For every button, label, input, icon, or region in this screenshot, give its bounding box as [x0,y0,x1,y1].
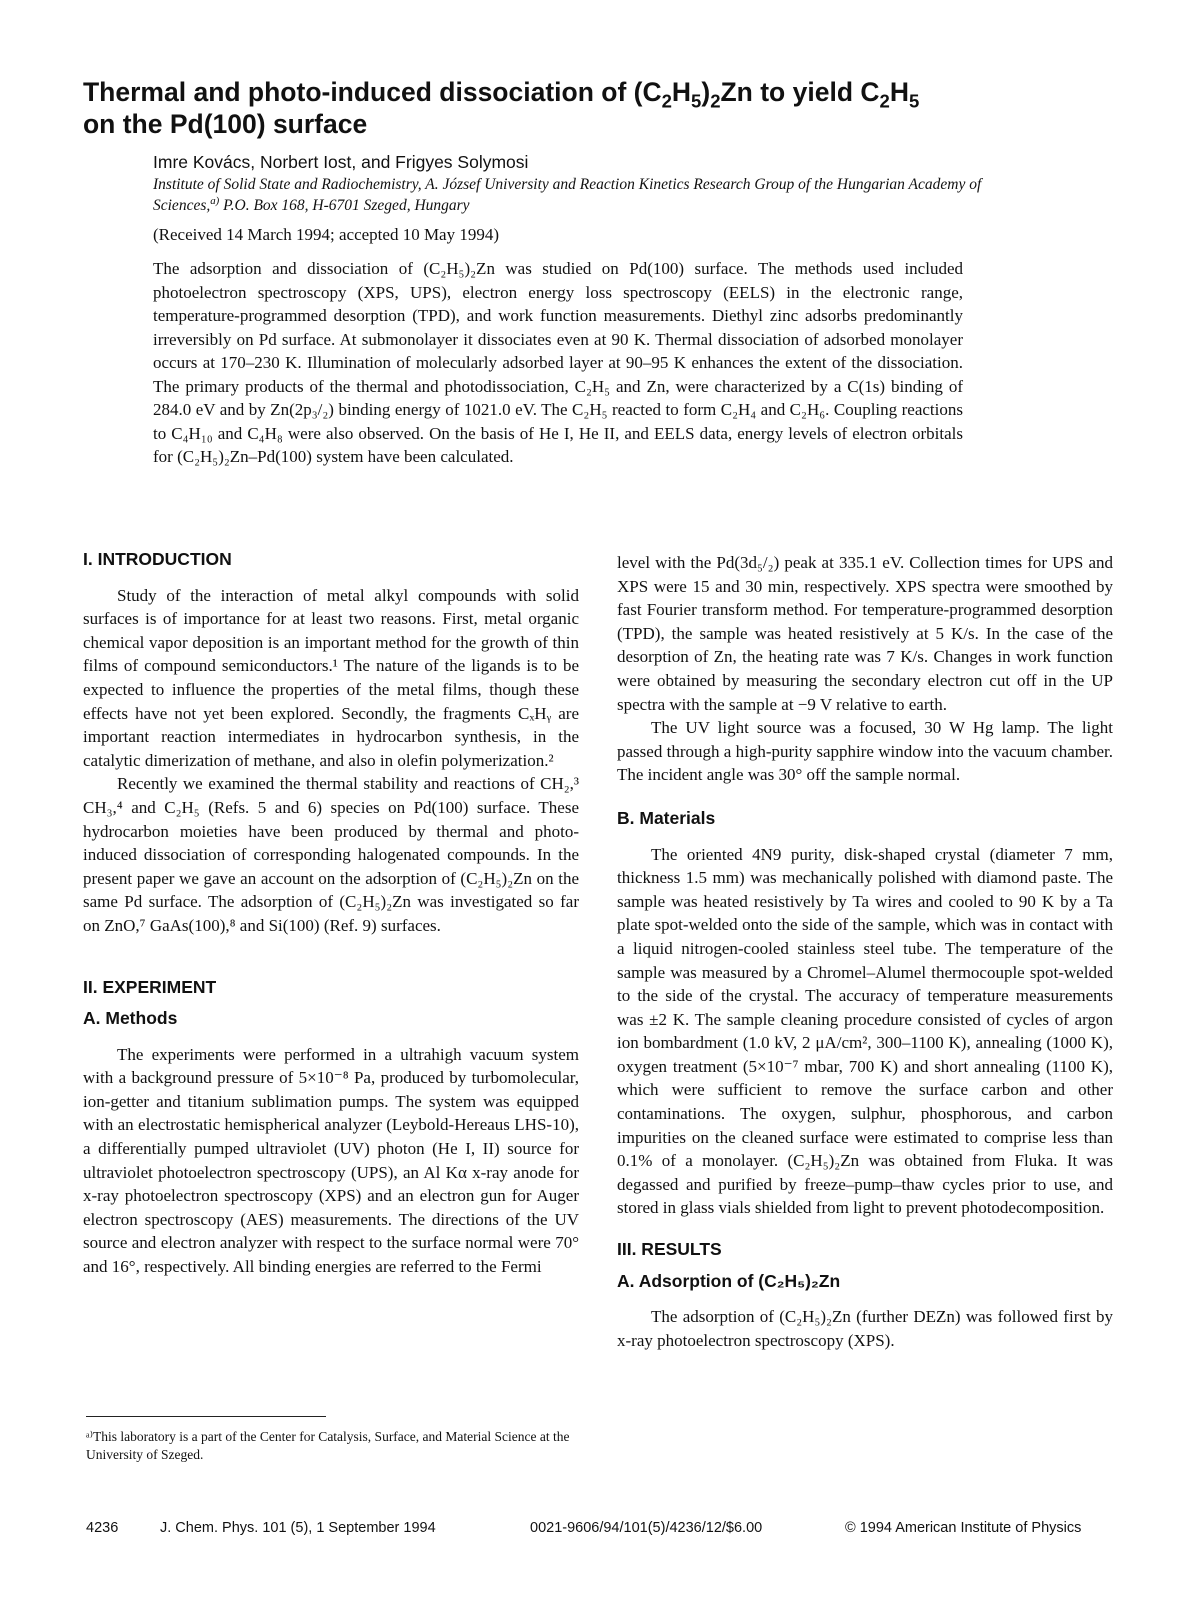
section-heading-results: III. RESULTS [617,1239,722,1260]
paper-title: Thermal and photo-induced dissociation of $(C_2H_5)_2Zn$ to yield $C_2H_5$ on the Pd(100) surface [83,77,920,139]
subsection-heading-materials: B. Materials [617,807,716,828]
right-column [617,551,1113,1352]
methods-paragraph-continued: level with the Pd(3d₅/₂) peak at 335.1 eV. Collection times for UPS and XPS were 15 and 30 min, respectively. XPS spectra were smoothed by fast Fourier transform method. For temperature-programmed desorption (TPD), the sample was heated resistively at 5 K/s. In the case of the desorption of Zn, the heating rate was 7 K/s. Changes in work function were obtained by measuring the secondary electron cut off in the UP spectra with the sample at −9 V relative to earth. [617,553,1113,714]
footnote-rule [86,1416,326,1417]
left-column [83,548,579,1279]
page-number: 4236 [86,1520,119,1536]
subsection-heading-adsorption: A. Adsorption of (C₂H₅)₂Zn [617,1270,841,1291]
section-heading-experiment: II. EXPERIMENT [83,976,217,997]
intro-paragraph-1: Study of the interaction of metal alkyl compounds with solid surfaces is of importance for at least two reasons. First, metal organic chemical vapor deposition is an important method for the growth of thin films of compound semiconductors.¹ The nature of the ligands is to be expected to influence the properties of the metal films, though these effects have not yet been explored. Secondly, the fragments CₓHᵧ are important reaction intermediates in hydrocarbon synthesis, in the catalytic dimerization of methane, and also in olefin polymerization.² [83,585,579,770]
received-dates: (Received 14 March 1994; accepted 10 May 1994) [153,225,500,244]
section-heading-introduction: I. INTRODUCTION [83,549,232,569]
materials-paragraph-1: The oriented 4N9 purity, disk-shaped crystal (diameter 7 mm, thickness 1.5 mm) was mechanically polished with diamond paste. The sample was heated resistively by Ta wires and cooled to 90 K by a Ta plate spot-welded onto the side of the sample, which was in contact with a liquid nitrogen-cooled stainless steel tube. The temperature of the sample was measured by a Chromel–Alumel thermocouple spot-welded to the side of the crystal. The accuracy of temperature measurements was ±2 K. The sample cleaning procedure consisted of cycles of argon ion bombardment (1.0 kV, 2 μA/cm², 300–1100 K), annealing (1000 K), oxygen treatment (5×10⁻⁷ mbar, 700 K) and short annealing (1100 K), which were sufficient to remove the surface carbon and other contaminations. The oxygen, sulphur, phosphorous, and carbon impurities on the cleaned surface were estimated to comprise less than 0.1% of a monolayer. (C₂H₅)₂Zn was obtained from Fluka. It was degassed and purified by freeze–pump–thaw cycles prior to use, and stored in glass vials shielded from light to prevent photodecomposition. [617,844,1113,1218]
author-list: Imre Kovács, Norbert Iost, and Frigyes Solymosi [153,152,529,172]
footnote-marker: a) [210,194,220,207]
abstract: The adsorption and dissociation of (C₂H₅)₂Zn was studied on Pd(100) surface. The methods used included photoelectron spectroscopy (XPS, UPS), electron energy loss spectroscopy (EELS) in the electronic range, temperature-programmed desorption (TPD), and work function measurements. Diethyl zinc adsorbs predominantly irreversibly on Pd surface. At submonolayer it dissociates even at 90 K. Thermal dissociation of adsorbed monolayer occurs at 170–230 K. Illumination of molecularly adsorbed layer at 90–95 K enhances the extent of the dissociation. The primary products of the thermal and photodissociation, C₂H₅ and Zn, were characterized by a C(1s) binding of 284.0 eV and by Zn(2p₃/₂) binding energy of 1021.0 eV. The C₂H₅ reacted to form C₂H₄ and C₂H₆. Coupling reactions to C₄H₁₀ and C₄H₈ were also observed. On the basis of He I, He II, and EELS data, energy levels of electron orbitals for (C₂H₅)₂Zn–Pd(100) system have been calculated. [153,259,963,466]
intro-paragraph-2: Recently we examined the thermal stability and reactions of CH₂,³ CH₃,⁴ and C₂H₅ (Refs. 5 and 6) species on Pd(100) surface. These hydrocarbon moieties have been produced by thermal and photo-induced dissociation of corresponding halogenated compounds. In the present paper we gave an account on the adsorption of (C₂H₅)₂Zn on the same Pd surface. The adsorption of (C₂H₅)₂Zn was investigated so far on ZnO,⁷ GaAs(100),⁸ and Si(100) (Ref. 9) surfaces. [83,774,579,935]
subsection-heading-methods: A. Methods [83,1008,178,1029]
copyright: © 1994 American Institute of Physics [845,1520,1082,1536]
methods-paragraph-2: The UV light source was a focused, 30 W Hg lamp. The light passed through a high-purity sapphire window into the vacuum chamber. The incident angle was 30° off the sample normal. [617,718,1113,785]
methods-paragraph-1: The experiments were performed in a ultrahigh vacuum system with a background pressure of 5×10⁻⁸ Pa, produced by turbomolecular, ion-getter and titanium sublimation pumps. The system was equipped with an electrostatic hemispherical analyzer (Leybold-Hereaus LHS-10), a differentially pumped ultraviolet (UV) photon (He I, II) source for ultraviolet photoelectron spectroscopy (UPS), an Al Kα x-ray anode for x-ray photoelectron spectroscopy (XPS) and an electron gun for Auger electron spectroscopy (AES) measurements. The directions of the UV source and electron analyzer with respect to the surface normal were 70° and 16°, respectively. All binding energies are referred to the Fermi [83,1044,579,1277]
adsorption-paragraph-1: The adsorption of (C₂H₅)₂Zn (further DEZn) was followed first by x-ray photoelectron spectroscopy (XPS). [617,1307,1113,1350]
affiliation: Institute of Solid State and Radiochemistry, A. József University and Reaction Kinetics Research Group of the Hungarian Academy of Sciences,$^{a)}$ P.O. Box 168, H-6701 Szeged, Hungary [153,176,982,214]
article-code: 0021-9606/94/101(5)/4236/12/$6.00 [530,1520,763,1536]
footnote: ᵃ⁾This laboratory is a part of the Center for Catalysis, Surface, and Material Science at the University of Szeged. [86,1429,570,1462]
journal-citation: J. Chem. Phys. 101 (5), 1 September 1994 [160,1520,436,1536]
